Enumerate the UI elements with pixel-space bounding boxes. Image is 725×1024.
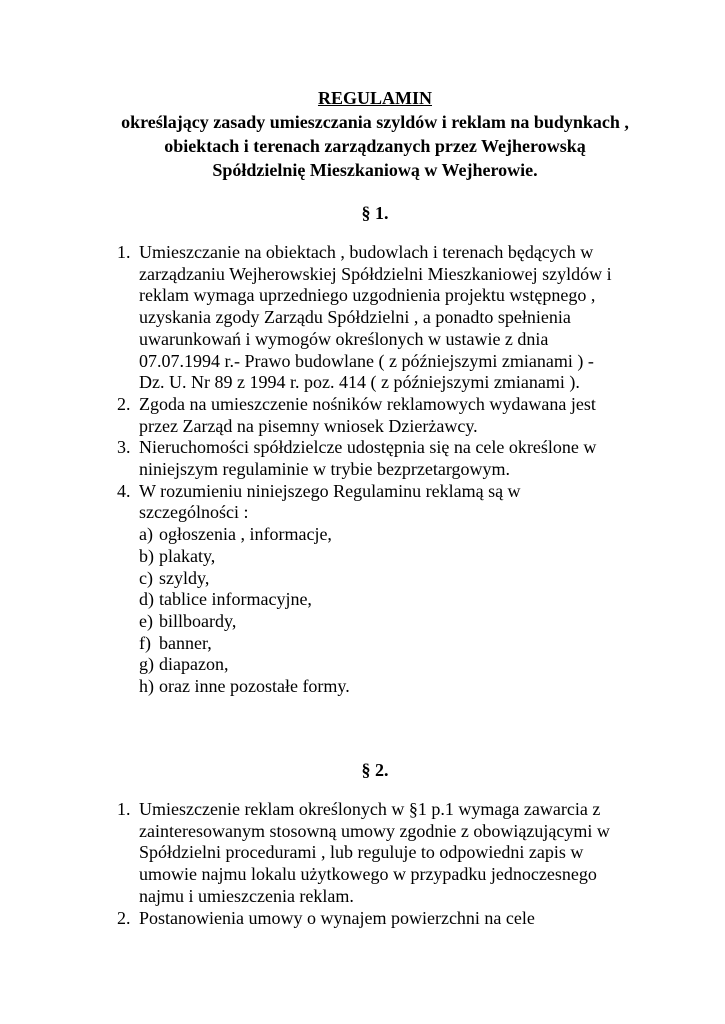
sub-item-text: billboardy,: [159, 610, 237, 631]
sub-item-letter: f): [139, 632, 151, 653]
item-number: 1.: [117, 799, 131, 819]
item-number: 2.: [117, 907, 131, 928]
item-line: zarządzaniu Wejherowskiej Spółdzielni Mieszkaniowej szyldów i: [139, 263, 612, 284]
sub-list-item: [139, 589, 677, 611]
item-line: umowie najmu lokalu użytkowego w przypadku jednoczesnego: [139, 864, 597, 885]
list-item: [117, 394, 677, 437]
sub-item-text: szyldy,: [159, 567, 210, 588]
sub-item-letter: c): [139, 567, 153, 588]
sub-item-letter: g): [139, 654, 154, 675]
subtitle-line: Spółdzielnię Mieszkaniową w Wejherowie.: [212, 160, 538, 180]
subtitle-line: określający zasady umieszczania szyldów i reklam na budynkach ,: [121, 112, 629, 132]
item-line: W rozumieniu niniejszego Regulaminu reklamą są w: [139, 480, 521, 501]
list-item: [117, 481, 677, 698]
sub-item-letter: e): [139, 610, 153, 631]
item-line: przez Zarząd na pisemny wniosek Dzierżawcy.: [139, 415, 478, 436]
item-line: Dz. U. Nr 89 z 1994 r. poz. 414 ( z późniejszymi zmianami ).: [139, 372, 580, 393]
list-item: [117, 242, 677, 394]
item-line: uzyskania zgody Zarządu Spółdzielni , a ponadto spełnienia: [139, 307, 571, 328]
sub-list-item: [139, 611, 677, 633]
document-header: [80, 86, 670, 182]
sub-item-text: diapazon,: [159, 654, 229, 675]
sub-item-text: ogłoszenia , informacje,: [159, 524, 332, 545]
sub-item-letter: a): [139, 524, 153, 545]
list-item: [117, 437, 677, 480]
item-line: Postanowienia umowy o wynajem powierzchni na cele: [139, 907, 535, 928]
subtitle-line: obiektach i terenach zarządzanych przez Wejherowską: [164, 136, 586, 156]
sub-item-letter: h): [139, 676, 154, 697]
item-number: 4.: [117, 480, 131, 501]
item-line: zainteresowanym stosowną umowy zgodnie z obowiązującymi w: [139, 820, 610, 841]
item-line: Zgoda na umieszczenie nośników reklamowych wydawana jest: [139, 393, 596, 414]
sub-list-item: [139, 676, 677, 698]
sub-item-text: banner,: [159, 632, 212, 653]
sub-item-text: tablice informacyjne,: [159, 589, 312, 610]
section-2-list: [117, 799, 677, 929]
sub-list-item: [139, 546, 677, 568]
item-line: reklam wymaga uprzedniego uzgodnienia projektu wstępnego ,: [139, 285, 596, 306]
document-title: REGULAMIN: [317, 88, 432, 108]
section-1-list: [117, 242, 677, 698]
item-line: szczególności :: [139, 502, 249, 523]
sub-item-letter: b): [139, 545, 154, 566]
sub-item-text: oraz inne pozostałe formy.: [159, 676, 350, 697]
sub-list-item: [139, 568, 677, 590]
item-line: najmu i umieszczenia reklam.: [139, 885, 354, 906]
list-item: [117, 908, 677, 930]
sub-list-item: [139, 654, 677, 676]
item-number: 2.: [117, 393, 131, 414]
sub-list-item: [139, 633, 677, 655]
item-line: uwarunkowań i wymogów określonych w ustawie z dnia: [139, 328, 549, 349]
item-line: Umieszczenie reklam określonych w §1 p.1 wymaga zawarcia z: [139, 799, 601, 819]
list-item: [117, 799, 677, 908]
item-number: 1.: [117, 242, 131, 262]
item-line: 07.07.1994 r.- Prawo budowlane ( z późniejszymi zmianami ) -: [139, 350, 594, 371]
item-line: Umieszczanie na obiektach , budowlach i terenach będących w: [139, 242, 594, 262]
section-2-title: § 2.: [361, 760, 389, 780]
section-1-title: § 1.: [361, 203, 389, 223]
item-line: Nieruchomości spółdzielcze udostępnia się na cele określone w: [139, 437, 597, 458]
sub-list-item: [139, 524, 677, 546]
item-number: 3.: [117, 437, 131, 458]
item-line: Spółdzielni procedurami , lub reguluje to odpowiedni zapis w: [139, 842, 584, 863]
sub-item-letter: d): [139, 589, 154, 610]
item-line: niniejszym regulaminie w trybie bezprzetargowym.: [139, 459, 511, 480]
sub-item-text: plakaty,: [159, 545, 216, 566]
